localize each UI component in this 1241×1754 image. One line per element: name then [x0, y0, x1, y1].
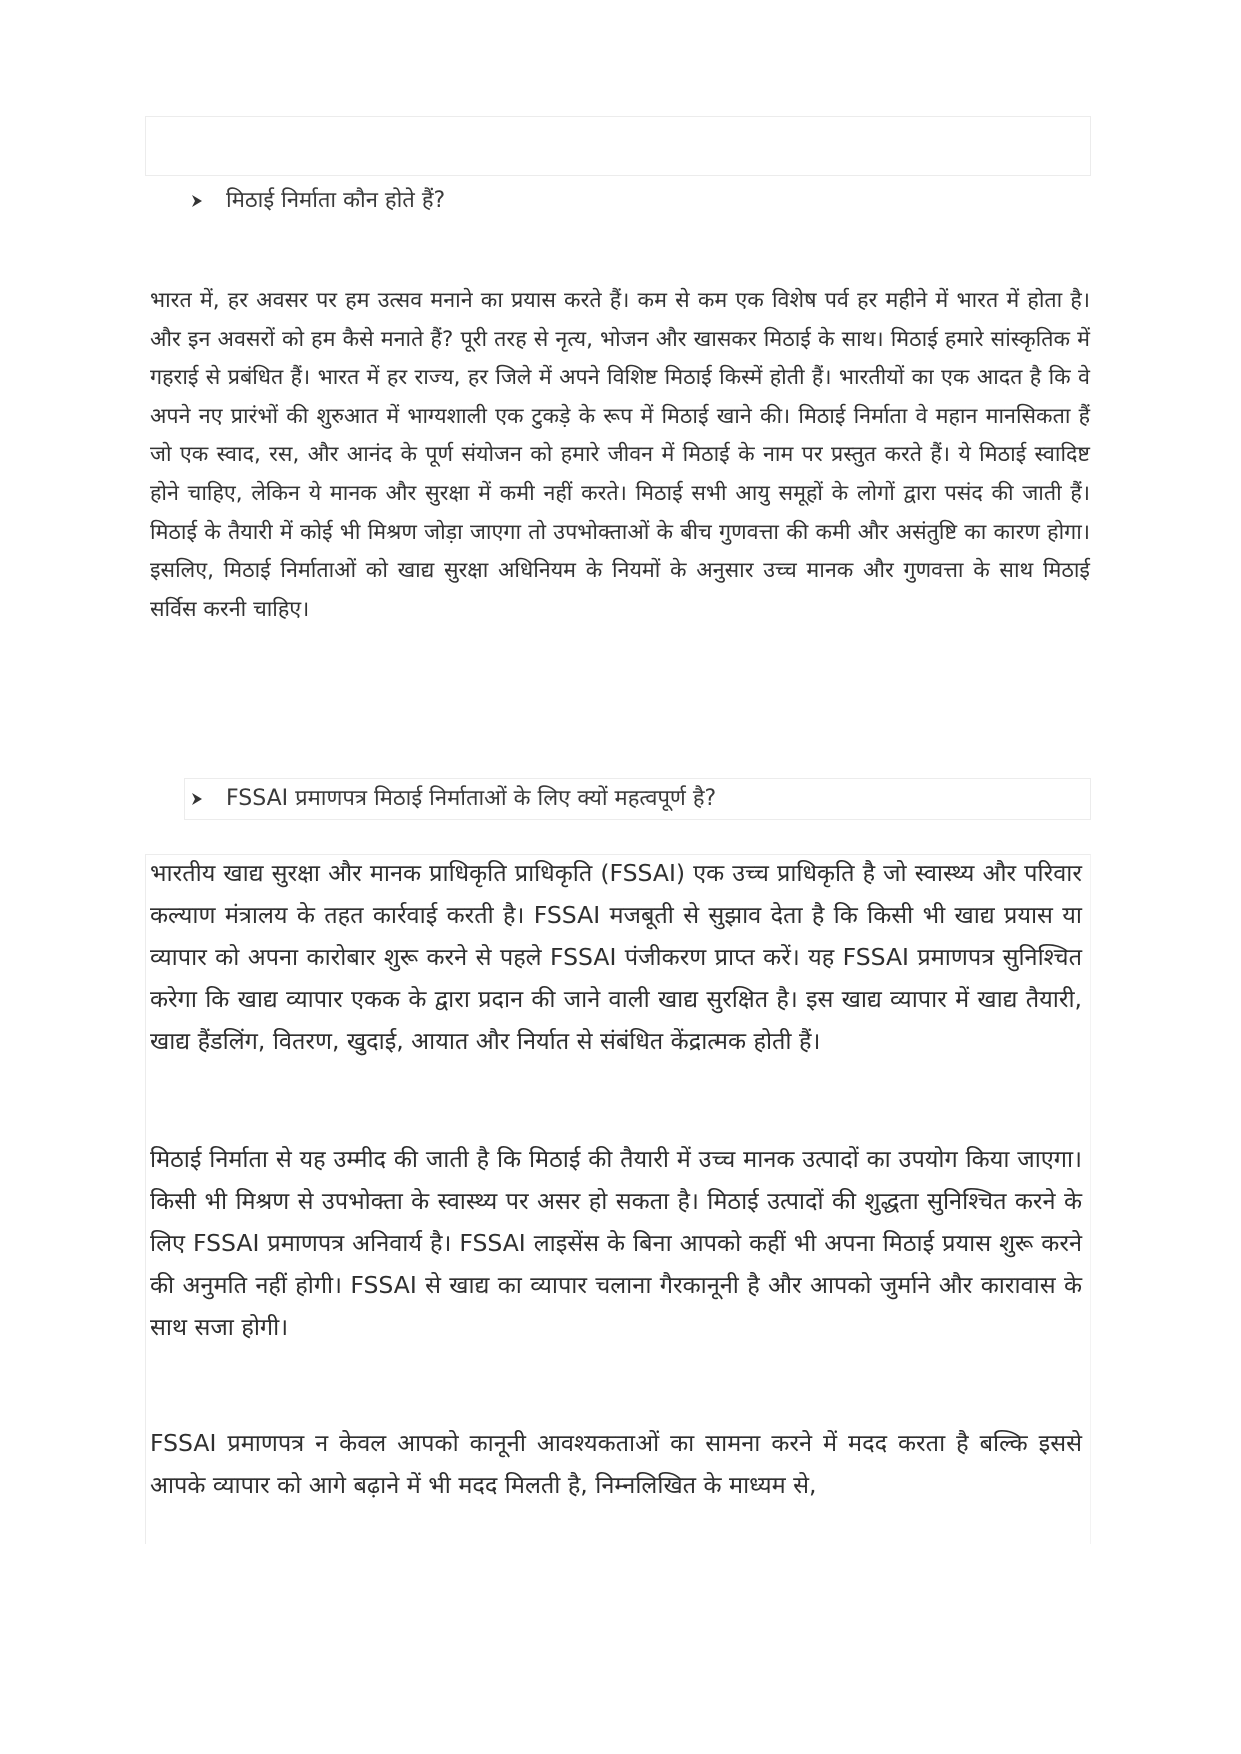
section-one-heading: [190, 186, 445, 216]
section-one-heading-text: मिठाई निर्माता कौन होते हैं?: [226, 188, 446, 213]
arrow-bullet-icon: [190, 194, 204, 208]
section-one-paragraph: भारत में, हर अवसर पर हम उत्सव मनाने का प्रयास करते हैं। कम से कम एक विशेष पर्व हर महीने में भारत में होता है। और इन अवसरों को हम कैसे मनाते हैं? पूरी तरह से नृत्य, भोजन और खासकर मिठाई के साथ। मिठाई हमारे सांस्कृतिक में गहराई से प्रबंधित हैं। भारत में हर राज्य, हर जिले में अपने विशिष्ट मिठाई किस्में होती हैं। भारतीयों का एक आदत है कि वे अपने नए प्रारंभों की शुरुआत में भाग्यशाली एक टुकड़े के रूप में मिठाई खाने की। मिठाई निर्माता वे महान मानसिकता हैं जो एक स्वाद, रस, और आनंद के पूर्ण संयोजन को हमारे जीवन में मिठाई के नाम पर प्रस्तुत करते हैं। ये मिठाई स्वादिष्ट होने चाहिए, लेकिन ये मानक और सुरक्षा में कमी नहीं करते। मिठाई सभी आयु समूहों के लोगों द्वारा पसंद की जाती हैं। मिठाई के तैयारी में कोई भी मिश्रण जोड़ा जाएगा तो उपभोक्ताओं के बीच गुणवत्ता की कमी और असंतुष्टि का कारण होगा। इसलिए, मिठाई निर्माताओं को खाद्य सुरक्षा अधिनियम के नियमों के अनुसार उच्च मानक और गुणवत्ता के साथ मिठाई सर्विस करनी चाहिए।: [150, 288, 1090, 622]
arrow-bullet-icon: [190, 792, 204, 806]
section-two-paragraph-1: भारतीय खाद्य सुरक्षा और मानक प्राधिकृति प्राधिकृति (FSSAI) एक उच्च प्राधिकृति है जो स्वास्थ्य और परिवार कल्याण मंत्रालय के तहत कार्रवाई करती है। FSSAI मजबूती से सुझाव देता है कि किसी भी खाद्य प्रयास या व्यापार को अपना कारोबार शुरू करने से पहले FSSAI पंजीकरण प्राप्त करें। यह FSSAI प्रमाणपत्र सुनिश्चित करेगा कि खाद्य व्यापार एकक के द्वारा प्रदान की जाने वाली खाद्य सुरक्षित है। इस खाद्य व्यापार में खाद्य तैयारी, खाद्य हैंडलिंग, वितरण, खुदाई, आयात और निर्यात से संबंधित केंद्रात्मक होती हैं।: [150, 859, 1082, 1055]
section-two-heading: [190, 784, 716, 814]
section-two-paragraph-3: FSSAI प्रमाणपत्र न केवल आपको कानूनी आवश्यकताओं का सामना करने में मदद करता है बल्कि इससे आपके व्यापार को आगे बढ़ाने में भी मदद मिलती है, निम्नलिखित के माध्यम से,: [150, 1429, 1082, 1499]
section-two-paragraph-2: मिठाई निर्माता से यह उम्मीद की जाती है कि मिठाई की तैयारी में उच्च मानक उत्पादों का उपयोग किया जाएगा। किसी भी मिश्रण से उपभोक्ता के स्वास्थ्य पर असर हो सकता है। मिठाई उत्पादों की शुद्धता सुनिश्चित करने के लिए FSSAI प्रमाणपत्र अनिवार्य है। FSSAI लाइसेंस के बिना आपको कहीं भी अपना मिठाई प्रयास शुरू करने की अनुमति नहीं होगी। FSSAI से खाद्य का व्यापार चलाना गैरकानूनी है और आपको जुर्माने और कारावास के साथ सजा होगी।: [150, 1145, 1082, 1341]
section-two-heading-text: FSSAI प्रमाणपत्र मिठाई निर्माताओं के लिए क्यों महत्वपूर्ण है?: [226, 786, 717, 811]
top-empty-box: [145, 116, 1091, 176]
